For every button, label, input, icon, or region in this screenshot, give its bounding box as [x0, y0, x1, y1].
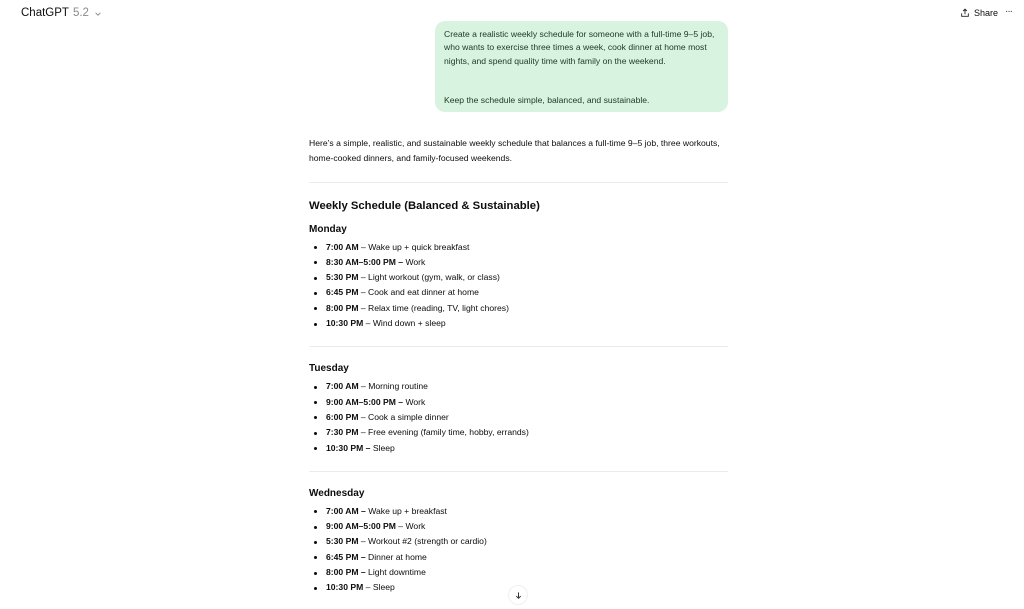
- list-item: 8:30 AM–5:00 PM – Work: [309, 255, 729, 270]
- list-item: 6:00 PM – Cook a simple dinner: [309, 410, 729, 425]
- day-list-monday: [309, 240, 729, 332]
- list-item: 7:00 AM – Wake up + quick breakfast: [309, 240, 729, 255]
- list-item: 8:00 PM – Relax time (reading, TV, light chores): [309, 301, 729, 316]
- model-version: 5.2: [72, 7, 89, 19]
- list-item: 7:30 PM – Free evening (family time, hobby, errands): [309, 425, 729, 440]
- divider: [309, 182, 728, 183]
- schedule-heading: Weekly Schedule (Balanced & Sustainable): [309, 199, 540, 212]
- user-message-paragraph: Create a realistic weekly schedule for someone with a full-time 9–5 job, who wants to exercise three times a week, cook dinner at home most nights, and spend quality time with family on the weekend.: [444, 29, 715, 66]
- share-icon: [960, 8, 970, 18]
- more-options-button[interactable]: ···: [1005, 6, 1012, 17]
- list-item: 6:45 PM – Dinner at home: [309, 550, 729, 565]
- assistant-intro: Here’s a simple, realistic, and sustainable weekly schedule that balances a full-time 9–5 job, three workouts, home-cooked dinners, and family-focused weekends.: [309, 138, 720, 164]
- list-item: 8:00 PM – Light downtime: [309, 565, 729, 580]
- day-title-monday: Monday: [309, 223, 347, 235]
- assistant-message: [309, 136, 729, 596]
- list-item: 10:30 PM – Wind down + sleep: [309, 316, 729, 331]
- scroll-to-bottom-button[interactable]: [508, 585, 528, 605]
- list-item: 9:00 AM–5:00 PM – Work: [309, 395, 729, 410]
- model-selector[interactable]: [21, 7, 102, 19]
- share-button[interactable]: [960, 8, 998, 18]
- list-item: 10:30 PM – Sleep: [309, 441, 729, 456]
- day-title-tuesday: Tuesday: [309, 363, 349, 375]
- chevron-down-icon: [94, 10, 102, 18]
- arrow-down-icon: [514, 591, 523, 600]
- model-name: ChatGPT: [21, 7, 69, 19]
- list-item: 9:00 AM–5:00 PM – Work: [309, 519, 729, 534]
- divider: [309, 471, 728, 472]
- list-item: 10:30 PM – Sleep: [309, 580, 729, 595]
- user-message-bubble: [435, 21, 728, 112]
- day-list-tuesday: [309, 379, 729, 455]
- divider: [309, 346, 728, 347]
- list-item: 6:45 PM – Cook and eat dinner at home: [309, 285, 729, 300]
- list-item: 7:00 AM – Wake up + breakfast: [309, 504, 729, 519]
- day-title-wednesday: Wednesday: [309, 487, 365, 499]
- list-item: 7:00 AM – Morning routine: [309, 379, 729, 394]
- day-list-wednesday: [309, 504, 729, 596]
- list-item: 5:30 PM – Light workout (gym, walk, or class): [309, 270, 729, 285]
- share-label: Share: [974, 8, 999, 18]
- user-message-paragraph: Keep the schedule simple, balanced, and sustainable.: [444, 95, 650, 106]
- list-item: 5:30 PM – Workout #2 (strength or cardio): [309, 534, 729, 549]
